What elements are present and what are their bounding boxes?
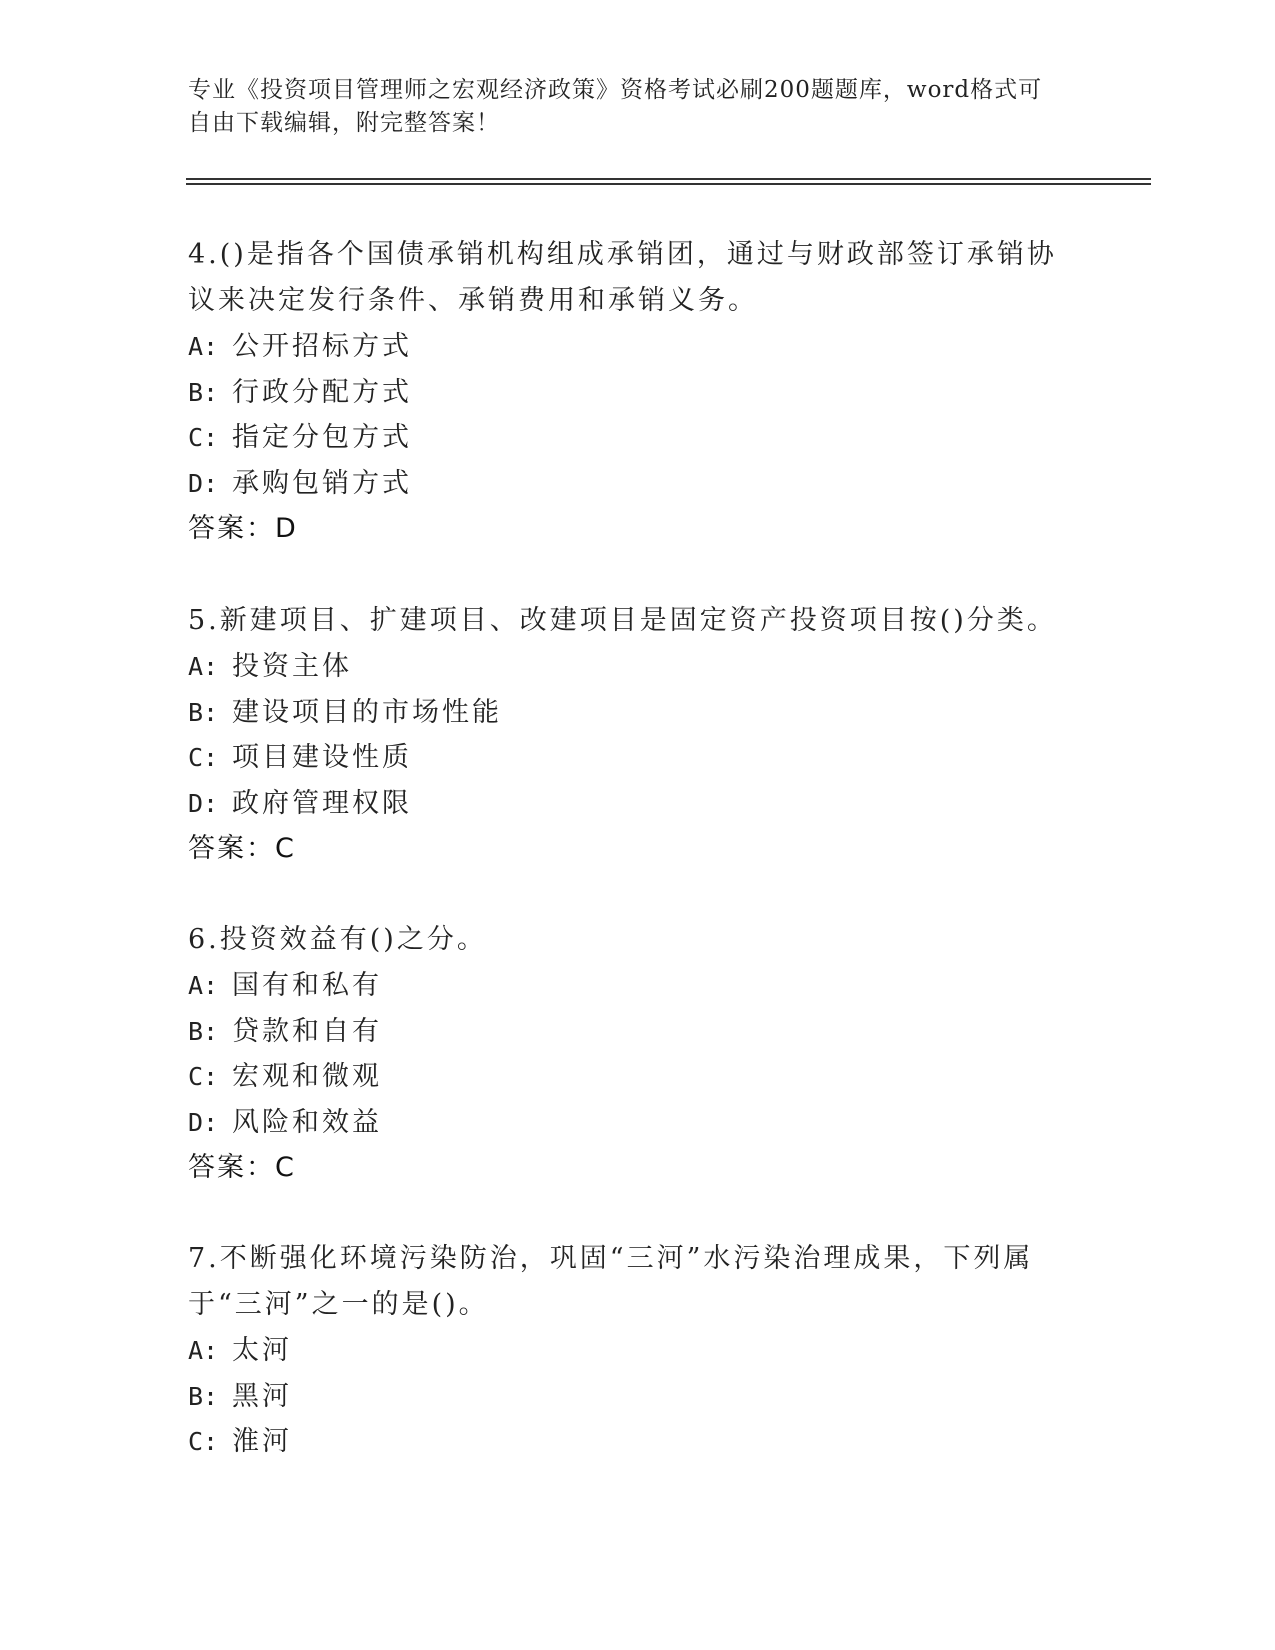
question-text: 6.投资效益有()之分。 [188,924,487,955]
option-text: 建设项目的市场性能 [232,696,502,728]
question-block [188,1236,1068,1465]
option-text: 投资主体 [232,651,352,682]
option-c [188,735,1068,781]
option-letter: B: [188,697,219,727]
option-letter: A: [188,332,219,361]
option-a [188,1328,1068,1374]
option-letter: B: [188,1381,219,1411]
option-c [188,1419,1068,1465]
option-letter: D: [188,1107,219,1137]
option-text: 贷款和自有 [232,1015,382,1047]
option-letter: B: [188,377,219,407]
option-text: 承购包销方式 [232,467,412,499]
option-text: 太河 [232,1335,292,1366]
option-d [188,1100,1068,1146]
option-text: 风险和效益 [232,1106,382,1138]
answer-line: 答案：C [188,1152,296,1183]
question-text: 4.()是指各个国债承销机构组成承销团，通过与财政部签订承销协议来决定发行条件、承销费用和承销义务。 [188,239,1057,316]
header-divider-top [186,178,1151,180]
option-letter: A: [188,971,219,1000]
option-letter: A: [188,1336,219,1365]
answer-line: 答案：D [188,513,298,544]
option-letter: B: [188,1016,219,1046]
option-letter: D: [188,468,219,498]
header-divider-bottom [186,183,1151,185]
option-a [188,324,1068,370]
option-d [188,461,1068,507]
option-text: 行政分配方式 [232,376,412,408]
option-c [188,415,1068,461]
option-c [188,1054,1068,1100]
option-letter: A: [188,652,219,681]
option-text: 指定分包方式 [232,422,412,453]
answer-line: 答案：C [188,833,296,864]
option-b [188,370,1068,416]
question-text: 7.不断强化环境污染防治，巩固“三河”水污染治理成果，下列属于“三河”之一的是()。 [188,1243,1034,1320]
option-a [188,963,1068,1009]
question-block [188,232,1068,552]
option-letter: C: [188,1062,219,1091]
option-text: 项目建设性质 [232,742,412,773]
question-block [188,598,1068,872]
option-text: 宏观和微观 [232,1061,382,1092]
option-text: 黑河 [232,1380,292,1412]
option-text: 公开招标方式 [232,331,412,362]
option-a [188,644,1068,690]
option-b [188,690,1068,736]
option-letter: D: [188,788,219,818]
option-letter: C: [188,743,219,772]
header-line-1: 专业《投资项目管理师之宏观经济政策》资格考试必刷200题题库，word格式可 [188,77,1043,103]
option-text: 政府管理权限 [232,787,412,819]
option-text: 淮河 [232,1426,292,1457]
option-b [188,1009,1068,1055]
question-text: 5.新建项目、扩建项目、改建项目是固定资产投资项目按()分类。 [188,605,1057,636]
document-header [188,74,1068,140]
question-block [188,917,1068,1191]
option-b [188,1374,1068,1420]
option-text: 国有和私有 [232,970,382,1001]
option-d [188,781,1068,827]
option-letter: C: [188,423,219,452]
option-letter: C: [188,1427,219,1456]
header-line-2: 自由下载编辑，附完整答案！ [188,110,500,136]
